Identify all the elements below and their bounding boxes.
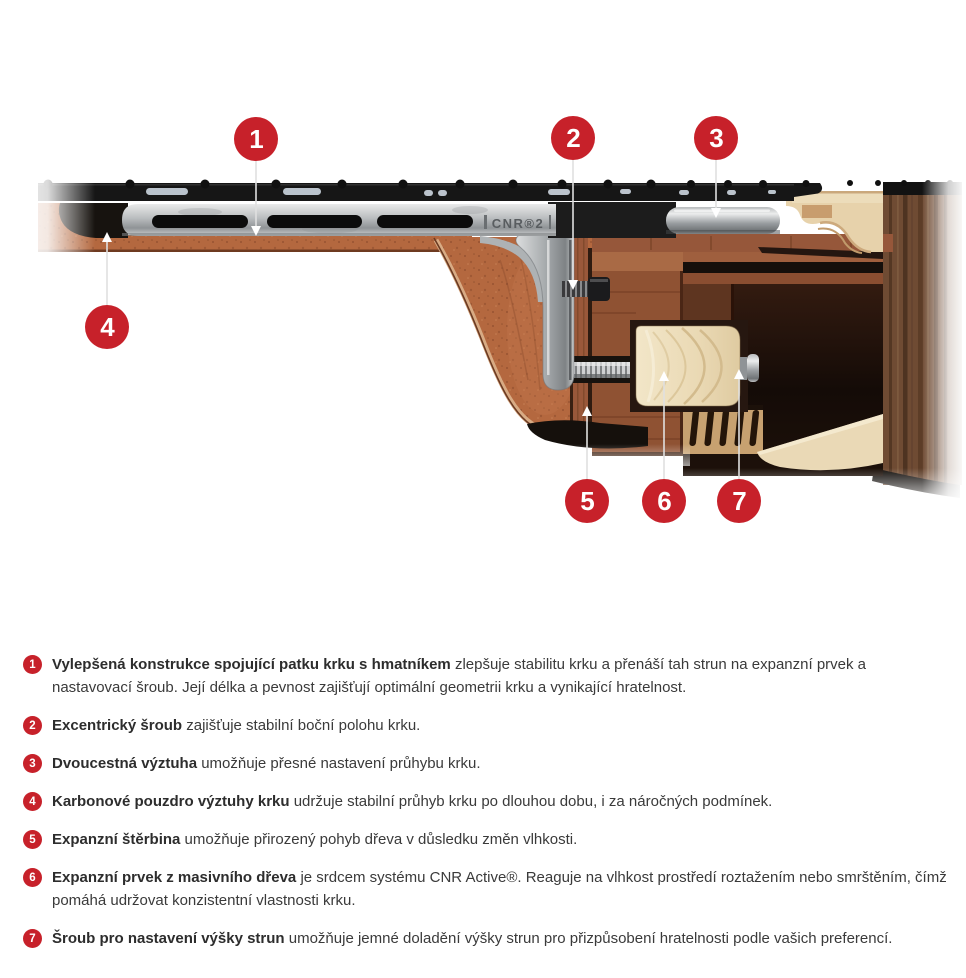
callout-badge-6: 6 xyxy=(642,479,686,523)
legend-bullet-5: 5 xyxy=(23,830,42,849)
legend-item-7 xyxy=(23,927,949,950)
legend-term-3: Dvoucestná výztuha xyxy=(52,755,198,772)
legend-text-2 xyxy=(52,714,420,737)
legend-desc-6: je srdcem systému CNR Active®. Reaguje na vlhkost prostředí roztažením nebo smrštěním, čímž pomáhá udržovat konzistentní vlastnosti krku. xyxy=(52,869,947,909)
callout-badge-4: 4 xyxy=(85,305,129,349)
legend-bullet-1: 1 xyxy=(23,655,42,674)
truss-rod-channel xyxy=(122,204,556,236)
legend-term-4: Karbonové pouzdro výztuhy krku xyxy=(52,793,290,810)
callout-badge-7: 7 xyxy=(717,479,761,523)
legend-item-1 xyxy=(23,653,949,699)
legend-text-1 xyxy=(52,653,949,699)
heel-slat xyxy=(573,237,588,433)
legend-desc-3: umožňuje přesné nastavení průhybu krku. xyxy=(201,755,481,772)
fretboard-spacer xyxy=(548,202,676,238)
legend-text-5 xyxy=(52,828,577,851)
legend-term-7: Šroub pro nastavení výšky strun xyxy=(52,930,285,947)
legend-desc-2: zajišťuje stabilní boční polohu krku. xyxy=(186,717,421,734)
legend-item-6 xyxy=(23,866,949,912)
legend-desc-4: udržuje stabilní průhyb krku po dlouhou dobu, i za náročných podmínek. xyxy=(293,793,773,810)
legend-bullet-3: 3 xyxy=(23,754,42,773)
legend-desc-5: umožňuje přirozený pohyb dřeva v důsledku změn vlhkosti. xyxy=(184,831,578,848)
legend-desc-1: zlepšuje stabilitu krku a přenáší tah strun na expanzní prvek a nastavovací šroub. Její délka a pevnost zajišťují optimální geometrii krku a vynikající hratelnost. xyxy=(52,656,867,696)
legend xyxy=(23,653,949,965)
legend-text-7 xyxy=(52,927,892,950)
expansion-element xyxy=(630,320,748,412)
legend-text-6 xyxy=(52,866,949,912)
callout-badge-5: 5 xyxy=(565,479,609,523)
legend-desc-7: umožňuje jemné doladění výšky strun pro přizpůsobení hratelnosti podle vašich preferencí. xyxy=(288,930,893,947)
kerfed-lining xyxy=(683,405,763,454)
two-way-truss-rod xyxy=(666,207,780,234)
legend-bullet-7: 7 xyxy=(23,929,42,948)
legend-term-2: Excentrický šroub xyxy=(52,717,183,734)
legend-text-4 xyxy=(52,790,772,813)
legend-bullet-4: 4 xyxy=(23,792,42,811)
brand-engraving: CNR®2 xyxy=(491,216,545,231)
callout-badge-2: 2 xyxy=(551,116,595,160)
callout-badge-3: 3 xyxy=(694,116,738,160)
legend-item-5 xyxy=(23,828,949,851)
legend-bullet-2: 2 xyxy=(23,716,42,735)
legend-item-4 xyxy=(23,790,949,813)
expansion-gap xyxy=(588,248,592,432)
legend-term-1: Vylepšená konstrukce spojující patku krku s hmatníkem xyxy=(52,656,451,673)
legend-text-3 xyxy=(52,752,481,775)
legend-term-5: Expanzní štěrbina xyxy=(52,831,181,848)
legend-item-3 xyxy=(23,752,949,775)
legend-term-6: Expanzní prvek z masivního dřeva xyxy=(52,869,297,886)
legend-bullet-6: 6 xyxy=(23,868,42,887)
callout-badge-1: 1 xyxy=(234,117,278,161)
legend-item-2 xyxy=(23,714,949,737)
